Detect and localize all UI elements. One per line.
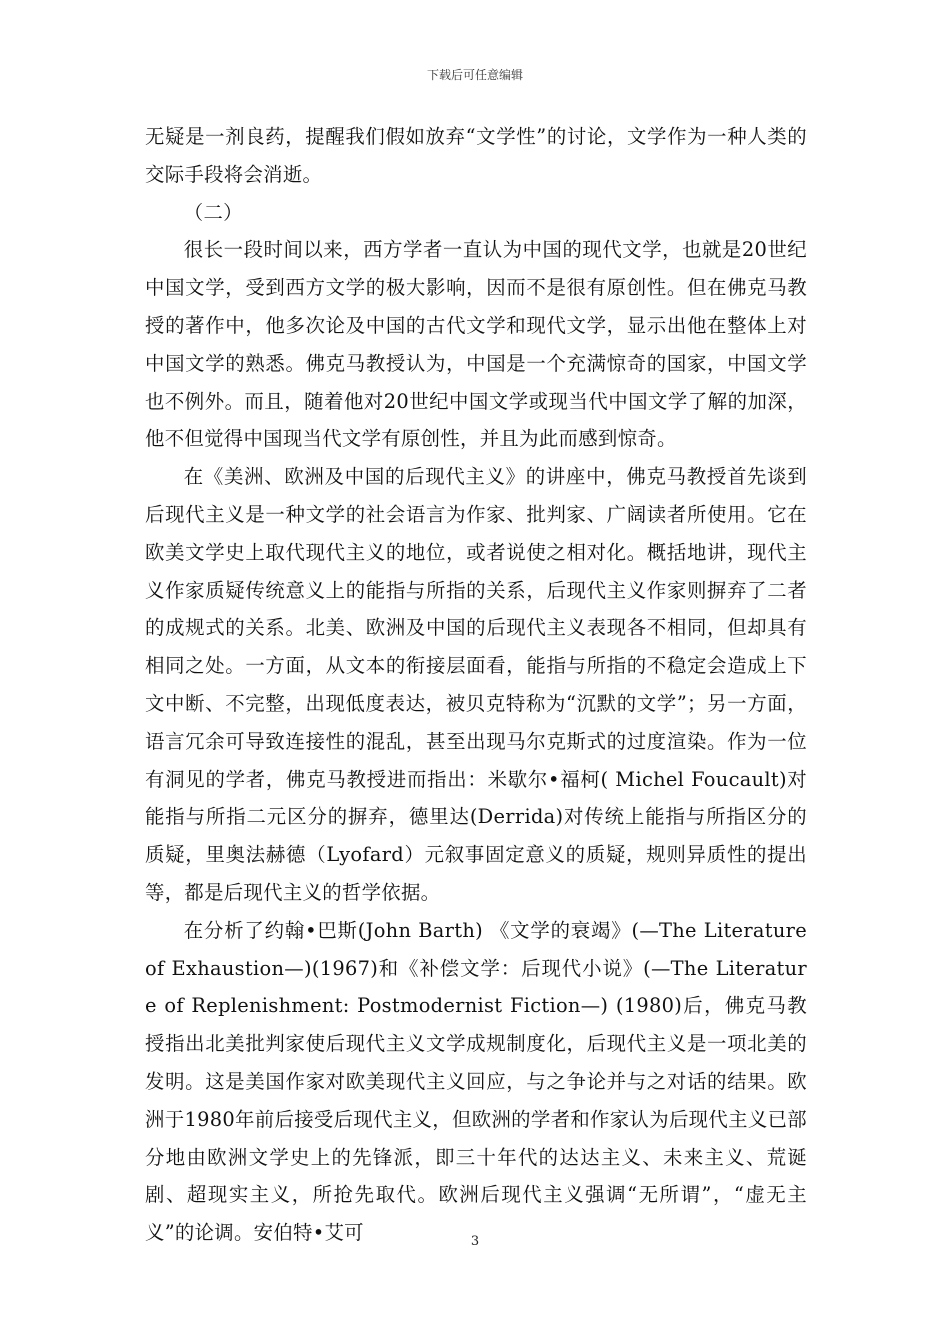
section-heading: （二） [183,200,243,224]
document-body [145,118,807,1252]
paragraph: 在分析了约翰•巴斯(John Barth) 《文学的衰竭》(—The Literature of Exhaustion—)(1967)和《补偿文学：后现代小说》(—The Literature of Replenishment: Postmodernist Fiction—) (1980)后，佛克马教授指出北美批判家使后现代主义文学成规制度化，后现代主义是一项北美的发明。这是美国作家对欧美现代主义回应，与之争论并与之对话的结果。欧洲于1980年前后接受后现代主义，但欧洲的学者和作家认为后现代主义已部分地由欧洲文学史上的先锋派，即三十年代的达达主义、未来主义、荒诞剧、超现实主义，所抢先取代。欧洲后现代主义强调“无所谓”，“虚无主义”的论调。安伯特•艾可 [145,918,807,1245]
paragraph: 很长一段时间以来，西方学者一直认为中国的现代文学，也就是20世纪中国文学，受到西方文学的极大影响，因而不是很有原创性。但在佛克马教授的著作中，他多次论及中国的古代文学和现代文学，显示出他在整体上对中国文学的熟悉。佛克马教授认为，中国是一个充满惊奇的国家，中国文学也不例外。而且，随着他对20世纪中国文学或现当代中国文学了解的加深，他不但觉得中国现当代文学有原创性，并且为此而感到惊奇。 [145,238,807,451]
page-number: 3 [470,1234,480,1249]
paragraph-continuation: 无疑是一剂良药，提醒我们假如放弃“文学性”的讨论，文学作为一种人类的交际手段将会消逝。 [145,125,807,186]
paragraph: 在《美洲、欧洲及中国的后现代主义》的讲座中，佛克马教授首先谈到后现代主义是一种文学的社会语言为作家、批判家、广阔读者所使用。它在欧美文学史上取代现代主义的地位，或者说使之相对化。概括地讲，现代主义作家质疑传统意义上的能指与所指的关系，后现代主义作家则摒弃了二者的成规式的关系。北美、欧洲及中国的后现代主义表现各不相同，但却具有相同之处。一方面，从文本的衔接层面看，能指与所指的不稳定会造成上下文中断、不完整，出现低度表达，被贝克特称为“沉默的文学”；另一方面，语言冗余可导致连接性的混乱，甚至出现马尔克斯式的过度渲染。作为一位有洞见的学者，佛克马教授进而指出：米歇尔•福柯( Michel Foucault)对能指与所指二元区分的摒弃，德里达(Derrida)对传统上能指与所指区分的质疑，里奥法赫德（Lyofard）元叙事固定意义的质疑，规则异质性的提出等，都是后现代主义的哲学依据。 [145,465,807,904]
page-header: 下载后可任意编辑 [426,68,523,82]
